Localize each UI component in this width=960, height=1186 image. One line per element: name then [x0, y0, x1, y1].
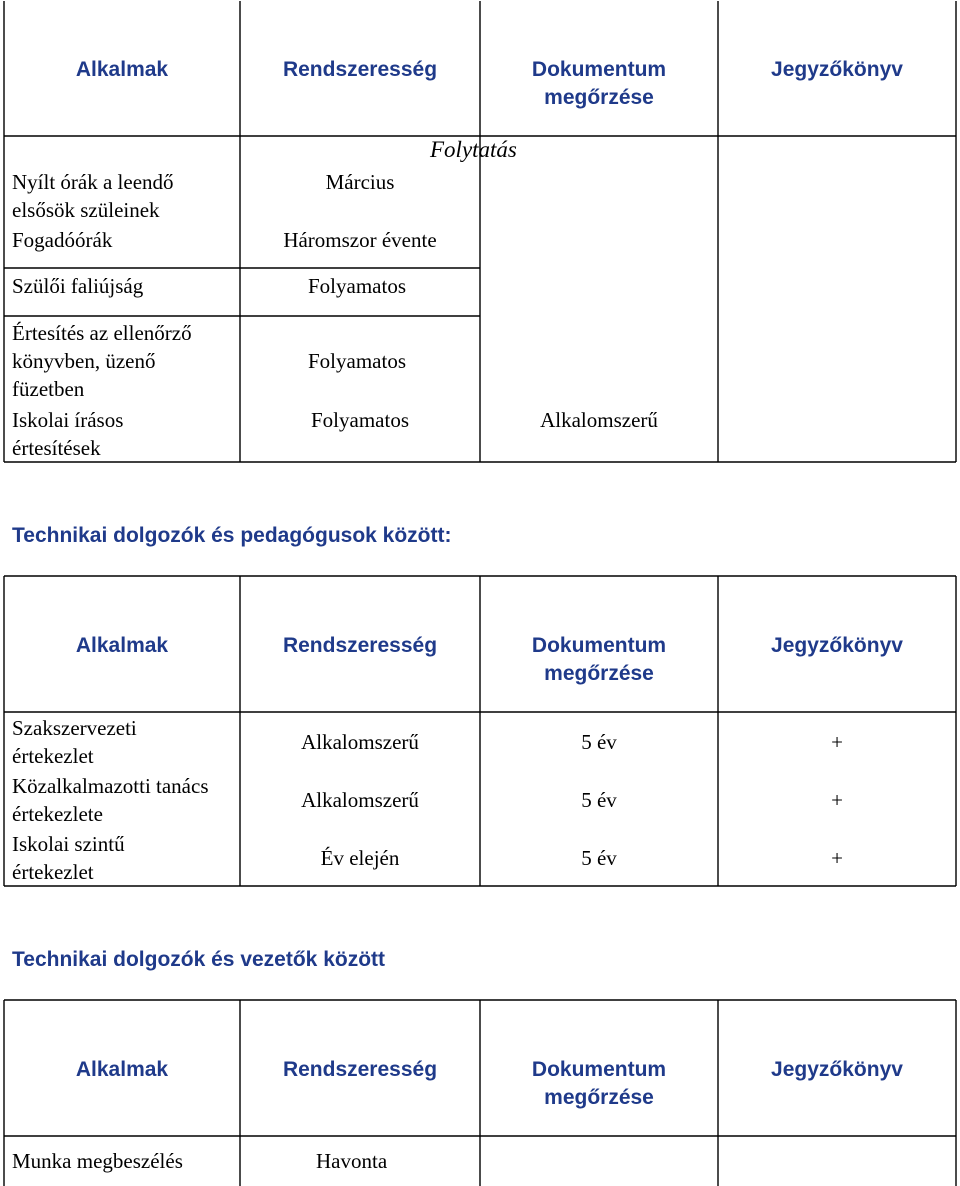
- t3-header-alkalmak: Alkalmak: [75, 1058, 169, 1081]
- t1-header-rendszeresseg: Rendszeresség: [282, 58, 438, 81]
- t1-header-alkalmak: Alkalmak: [75, 58, 169, 81]
- t1-row4-occasion: Értesítés az ellenőrző könyvben, üzenő füzetben: [12, 321, 192, 401]
- t3-header-dokumentum: Dokumentum megőrzése: [531, 1058, 667, 1109]
- t1-row3-regularity: Folyamatos: [308, 274, 406, 298]
- continuation-label: Folytatás: [430, 137, 517, 162]
- t1-row5-retention: Alkalomszerű: [540, 408, 658, 432]
- t2-header-alkalmak: Alkalmak: [75, 634, 169, 657]
- t2-row2-retention: 5 év: [581, 788, 617, 812]
- t1-header-jegyzokonyv: Jegyzőkönyv: [771, 58, 903, 81]
- t1-row5-occasion: Iskolai írásos értesítések: [12, 408, 124, 460]
- t2-row2-regularity: Alkalomszerű: [301, 788, 419, 812]
- t3-header-rendszeresseg: Rendszeresség: [282, 1058, 438, 1081]
- t2-row2-minutes: +: [831, 788, 843, 812]
- t2-row1-regularity: Alkalomszerű: [301, 730, 419, 754]
- t1-row5-regularity: Folyamatos: [311, 408, 409, 432]
- t2-row1-minutes: +: [831, 730, 843, 754]
- section2-title: Technikai dolgozók és pedagógusok között:: [12, 524, 452, 547]
- t1-row1-regularity: Március: [325, 170, 395, 194]
- t3-row1-occasion: Munka megbeszélés: [12, 1149, 183, 1173]
- section3-title: Technikai dolgozók és vezetők között: [12, 948, 386, 971]
- t1-row2-occasion: Fogadóórák: [12, 228, 113, 252]
- t1-row1-occasion: Nyílt órák a leendő elsősök szüleinek: [12, 170, 174, 222]
- t2-row3-regularity: Év elején: [320, 846, 400, 870]
- t2-header-dokumentum: Dokumentum megőrzése: [531, 634, 667, 685]
- t1-row3-occasion: Szülői faliújság: [12, 274, 144, 298]
- t2-row1-occasion: Szakszervezeti értekezlet: [12, 716, 137, 768]
- t2-row3-occasion: Iskolai szintű értekezlet: [12, 832, 125, 884]
- t2-header-rendszeresseg: Rendszeresség: [282, 634, 438, 657]
- t2-row3-minutes: +: [831, 846, 843, 870]
- t3-header-jegyzokonyv: Jegyzőkönyv: [771, 1058, 903, 1081]
- t1-header-dokumentum: Dokumentum megőrzése: [531, 58, 667, 109]
- t1-row4-regularity: Folyamatos: [308, 349, 406, 373]
- t2-row1-retention: 5 év: [581, 730, 617, 754]
- t2-row2-occasion: Közalkalmazotti tanács értekezlete: [12, 774, 209, 826]
- t1-row2-regularity: Háromszor évente: [283, 228, 437, 252]
- t2-header-jegyzokonyv: Jegyzőkönyv: [771, 634, 903, 657]
- t3-row1-regularity: Havonta: [316, 1149, 388, 1173]
- t2-row3-retention: 5 év: [581, 846, 617, 870]
